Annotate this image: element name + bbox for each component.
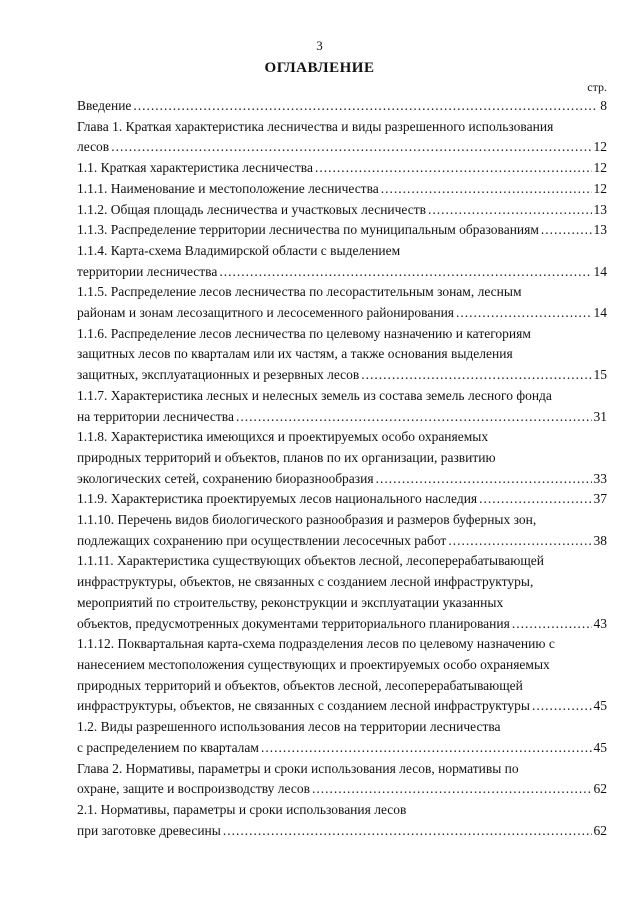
toc-entry-page-number: 45 — [593, 739, 607, 755]
toc-entry — [77, 717, 607, 758]
toc-entry-line: 1.1.6. Распределение лесов лесничества по целевому назначению и категориям — [77, 325, 531, 341]
dot-leader — [532, 696, 592, 717]
toc-entry — [77, 117, 607, 158]
toc-entry-title: инфраструктуры, объектов, не связанных с созданием лесной инфраструктуры — [77, 698, 530, 714]
toc-entry-leader-line — [77, 303, 607, 324]
toc-entry-title: территории лесничества — [77, 263, 218, 279]
toc-entry-line: 1.1.4. Карта-схема Владимирской области с выделением — [77, 242, 401, 258]
toc-entry-line: нанесением местоположения существующих и проектируемых особо охраняемых — [77, 656, 550, 672]
toc-entry-title: 1.1. Краткая характеристика лесничества — [77, 160, 313, 176]
toc-entry-line: природных территорий и объектов, объектов лесной, лесоперерабатывающей — [77, 677, 523, 693]
toc-entry-title: на территории лесничества — [77, 408, 234, 424]
toc-entry — [77, 386, 607, 427]
table-of-contents — [77, 96, 607, 841]
toc-entry-page-number: 14 — [593, 305, 607, 321]
toc-entry-leader-line — [77, 220, 607, 241]
toc-entry-line: 1.2. Виды разрешенного использования лесов на территории лесничества — [77, 719, 501, 735]
toc-entry — [77, 634, 607, 717]
toc-entry-line: защитных лесов по кварталам или их частям, а также основания выделения — [77, 346, 513, 362]
toc-entry-page-number: 12 — [593, 139, 607, 155]
dot-leader — [376, 469, 592, 490]
toc-entry-title: 1.1.2. Общая площадь лесничества и участковых лесничеств — [77, 201, 427, 217]
toc-entry-page-number: 12 — [593, 160, 607, 176]
toc-entry-line: инфраструктуры, объектов, не связанных с созданием лесной инфраструктуры, — [77, 574, 534, 590]
toc-entry-page-number: 33 — [593, 470, 607, 486]
toc-entry-title: 1.1.1. Наименование и местоположение лесничества — [77, 180, 379, 196]
dot-leader — [381, 179, 592, 200]
toc-entry — [77, 220, 607, 241]
toc-entry-leader-line — [77, 531, 607, 552]
dot-leader — [236, 407, 592, 428]
toc-entry-leader-line — [77, 614, 607, 635]
dot-leader — [456, 303, 591, 324]
toc-entry-page-number: 62 — [593, 822, 607, 838]
toc-entry — [77, 510, 607, 551]
dot-leader — [223, 821, 592, 842]
toc-entry-page-number: 62 — [593, 781, 607, 797]
toc-entry — [77, 241, 607, 282]
toc-entry-title: защитных, эксплуатационных и резервных лесов — [77, 367, 360, 383]
toc-entry-title: подлежащих сохранению при осуществлении лесосечных работ — [77, 532, 447, 548]
toc-entry-leader-line — [77, 779, 607, 800]
toc-entry-page-number: 38 — [593, 532, 607, 548]
page-number: 3 — [316, 38, 323, 53]
toc-entry-title: Введение — [77, 98, 132, 113]
dot-leader — [261, 738, 592, 759]
toc-entry-page-number: 43 — [593, 615, 607, 631]
dot-leader — [315, 158, 592, 179]
toc-entry-line: Глава 2. Нормативы, параметры и сроки использования лесов, нормативы по — [77, 760, 519, 776]
page-column-label: стр. — [587, 80, 607, 94]
toc-entry — [77, 427, 607, 489]
toc-entry — [77, 489, 607, 510]
toc-entry-leader-line — [77, 137, 607, 158]
dot-leader — [479, 489, 591, 510]
toc-entry-title: охране, защите и воспроизводству лесов — [77, 781, 310, 797]
toc-entry-page-number: 45 — [593, 698, 607, 714]
dot-leader — [312, 779, 592, 800]
toc-entry-page-number: 8 — [600, 98, 607, 113]
toc-entry-title: районам и зонам лесозащитного и лесосеменного районирования — [77, 305, 455, 321]
dot-leader — [111, 137, 591, 158]
toc-entry-line: 2.1. Нормативы, параметры и сроки использования лесов — [77, 801, 407, 817]
dot-leader — [541, 220, 592, 241]
dot-leader — [133, 96, 598, 117]
toc-entry-line: 1.1.11. Характеристика существующих объектов лесной, лесоперерабатывающей — [77, 553, 544, 569]
toc-entry-line: мероприятий по строительству, реконструкции и эксплуатации указанных — [77, 594, 504, 610]
toc-entry-page-number: 31 — [593, 408, 607, 424]
toc-entry — [77, 282, 607, 323]
toc-entry-page-number: 37 — [593, 491, 607, 507]
toc-entry-leader-line — [77, 696, 607, 717]
toc-entry-page-number: 13 — [593, 201, 607, 217]
toc-entry-title: лесов — [77, 139, 110, 155]
toc-entry-page-number: 14 — [593, 263, 607, 279]
toc-entry-line: 1.1.10. Перечень видов биологического разнообразия и размеров буферных зон, — [77, 512, 537, 528]
toc-title: ОГЛАВЛЕНИЕ — [264, 60, 375, 76]
toc-entry-page-number: 12 — [593, 180, 607, 196]
toc-entry-leader-line — [77, 738, 607, 759]
dot-leader — [428, 200, 591, 221]
toc-entry-page-number: 13 — [593, 222, 607, 238]
toc-entry-title: 1.1.9. Характеристика проектируемых лесов национального наследия — [77, 491, 478, 507]
toc-entry — [77, 158, 607, 179]
toc-entry-line: природных территорий и объектов, планов по их организации, развитию — [77, 449, 496, 465]
toc-entry-title: объектов, предусмотренных документами территориального планирования — [77, 615, 510, 631]
toc-entry-leader-line — [77, 200, 607, 221]
toc-entry-line: 1.1.8. Характеристика имеющихся и проектируемых особо охраняемых — [77, 429, 489, 445]
toc-entry-line: 1.1.7. Характеристика лесных и нелесных земель из состава земель лесного фонда — [77, 387, 552, 403]
dot-leader — [361, 365, 591, 386]
toc-entry-leader-line — [77, 158, 607, 179]
toc-entry — [77, 759, 607, 800]
toc-entry — [77, 200, 607, 221]
toc-entry-leader-line — [77, 262, 607, 283]
toc-entry-title: 1.1.3. Распределение территории лесничества по муниципальным образованиям — [77, 222, 539, 238]
dot-leader — [512, 614, 592, 635]
toc-entry-title: при заготовке древесины — [77, 822, 221, 838]
toc-entry-leader-line — [77, 469, 607, 490]
dot-leader — [219, 262, 591, 283]
toc-entry — [77, 800, 607, 841]
toc-entry-line: 1.1.5. Распределение лесов лесничества по лесорастительным зонам, лесным — [77, 284, 522, 300]
toc-entry-leader-line — [77, 179, 607, 200]
toc-entry-leader-line — [77, 489, 607, 510]
toc-entry — [77, 324, 607, 386]
toc-entry-leader-line — [77, 407, 607, 428]
toc-entry — [77, 96, 607, 117]
toc-entry-leader-line — [77, 96, 607, 117]
toc-entry-line: Глава 1. Краткая характеристика лесничества и виды разрешенного использования — [77, 118, 554, 134]
toc-entry-line: 1.1.12. Поквартальная карта-схема подразделения лесов по целевому назначению с — [77, 636, 555, 652]
toc-entry-leader-line — [77, 365, 607, 386]
dot-leader — [448, 531, 591, 552]
toc-entry-page-number: 15 — [593, 367, 607, 383]
toc-entry — [77, 551, 607, 634]
toc-entry-title: экологических сетей, сохранению биоразнообразия — [77, 470, 374, 486]
toc-entry — [77, 179, 607, 200]
toc-entry-leader-line — [77, 821, 607, 842]
toc-entry-title: с распределением по кварталам — [77, 739, 259, 755]
